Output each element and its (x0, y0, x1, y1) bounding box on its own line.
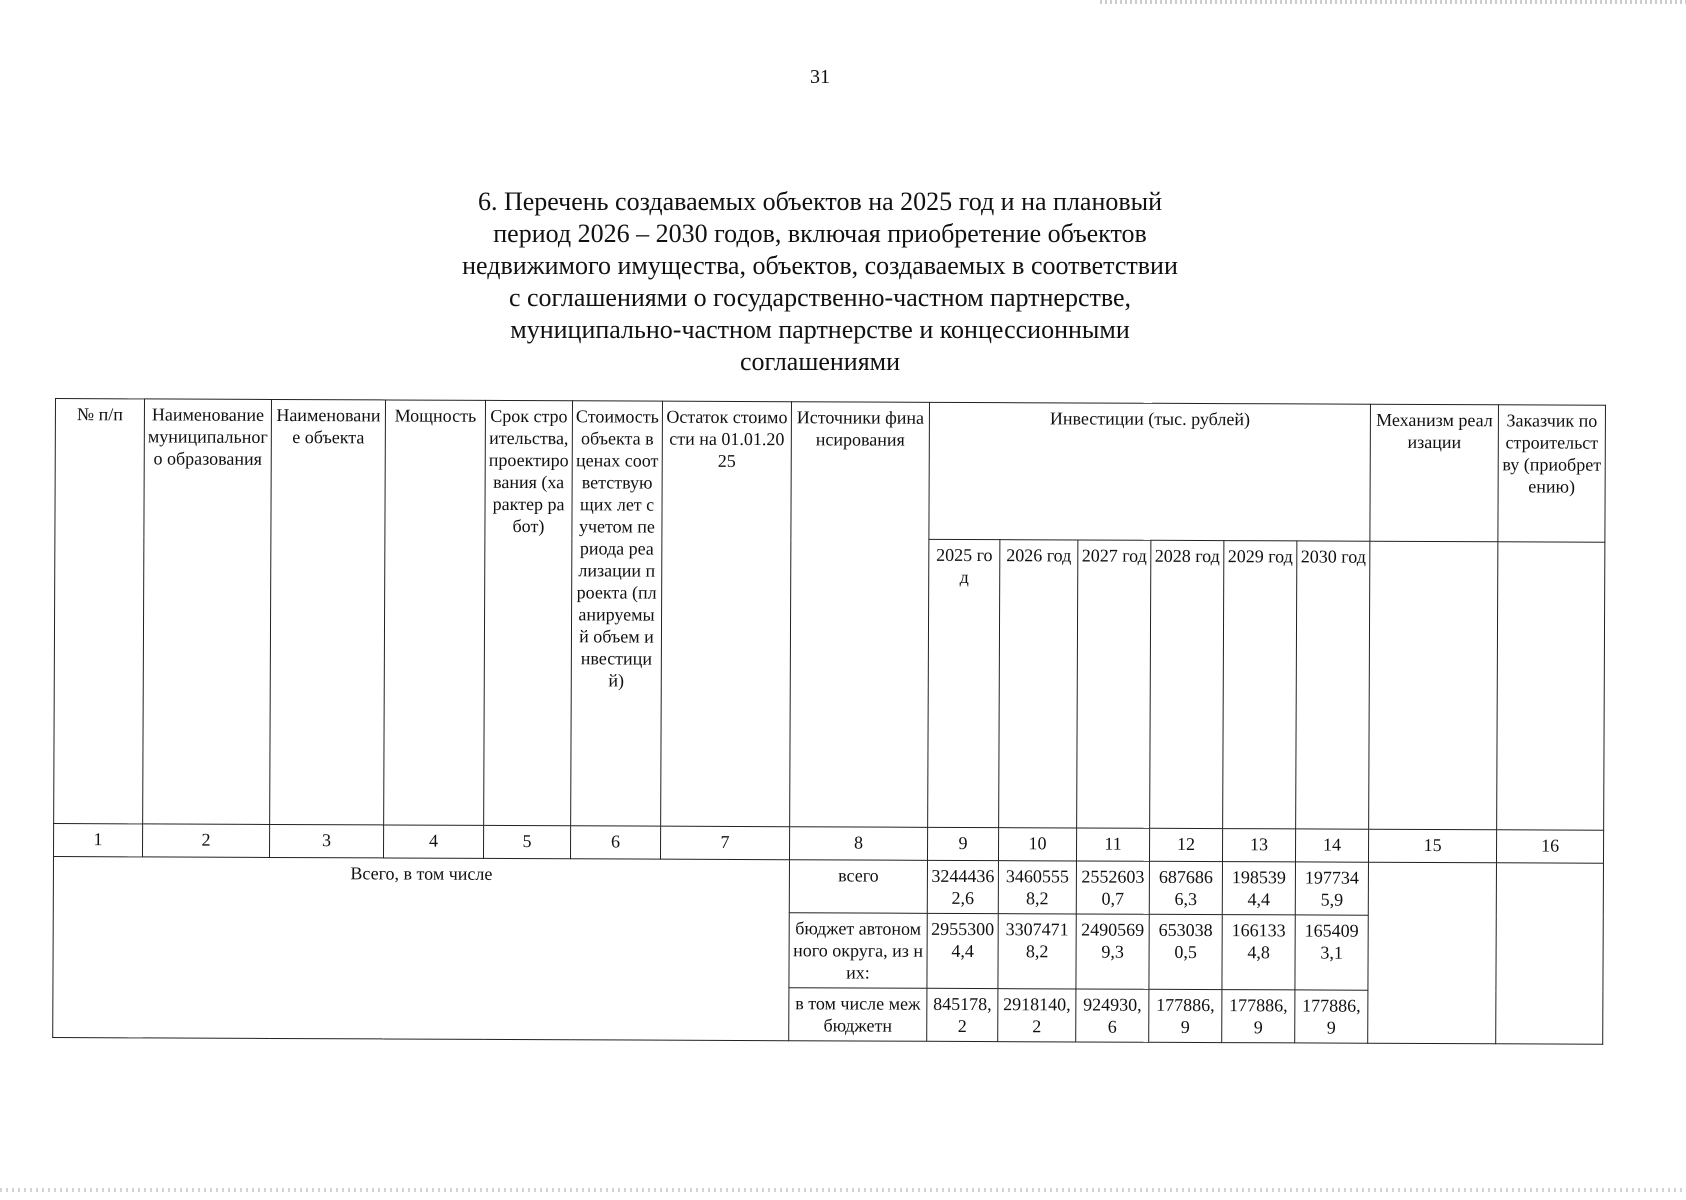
column-number: 5 (483, 825, 570, 858)
header-year-2028: 2028 год (1150, 540, 1224, 828)
page-number: 31 (810, 66, 830, 88)
header-year-2030: 2030 год (1296, 541, 1370, 829)
value-cell: 1977345,9 (1295, 862, 1368, 915)
header-year-2029: 2029 год (1223, 541, 1297, 829)
value-cell: 24905699,3 (1076, 914, 1149, 989)
objects-table (52, 398, 1606, 1045)
document-title: 6. Перечень создаваемых объектов на 2025 год и на плановый период 2026 – 2030 годов, включая приобретение объектов недвижимого имущества, объектов, создаваемых в соответствии с соглашениями о государственно-частном партнерстве, муниципально-частном партнерстве и концессионными соглашениями (462, 187, 1178, 376)
header-year-2026: 2026 год (999, 540, 1078, 828)
value-cell: 845178,2 (927, 988, 998, 1041)
mechanism-cell (1368, 862, 1497, 1044)
value-cell: 29553004,4 (927, 913, 998, 988)
header-construction-term: Срок строительства, проектирования (характер работ) (484, 400, 573, 825)
column-number: 16 (1497, 830, 1604, 863)
column-number: 13 (1222, 829, 1295, 862)
column-number: 4 (383, 825, 483, 858)
header-capacity: Мощность (384, 400, 486, 825)
value-cell: 6530380,5 (1149, 914, 1222, 989)
header-funding-sources: Источники финансирования (790, 402, 930, 828)
header-object-cost: Стоимость объекта в ценах соответствующих лет с учетом периода реализации проекта (планируемый объем инвестиций) (571, 401, 663, 826)
value-cell: 34605558,2 (998, 861, 1076, 914)
header-cost-remainder: Остаток стоимости на 01.01.2025 (661, 401, 792, 827)
column-number: 10 (998, 828, 1076, 861)
column-number: 12 (1149, 828, 1222, 861)
header-customer-sub (1497, 542, 1605, 830)
header-year-2025: 2025 год (928, 539, 1000, 827)
value-cell: 1654093,1 (1295, 915, 1368, 990)
value-cell: 6876866,3 (1149, 861, 1222, 914)
value-cell: 177886,9 (1295, 990, 1368, 1043)
table-row (53, 856, 1603, 916)
column-number: 11 (1076, 828, 1149, 861)
column-number: 1 (53, 823, 142, 856)
funding-source: всего (789, 860, 927, 914)
value-cell: 25526030,7 (1076, 861, 1149, 914)
column-number: 9 (927, 827, 998, 860)
column-number: 7 (660, 826, 789, 860)
header-customer: Заказчик по строительству (приобретению) (1498, 405, 1606, 542)
header-mechanism: Механизм реализации (1370, 404, 1499, 542)
header-investments: Инвестиции (тыс. рублей) (929, 402, 1371, 541)
value-cell: 33074718,2 (998, 914, 1076, 989)
column-number: 15 (1369, 829, 1497, 863)
value-cell: 2918140,2 (998, 989, 1076, 1042)
value-cell: 32444362,6 (927, 860, 998, 913)
header-year-2027: 2027 год (1077, 540, 1151, 828)
header-object-name: Наименование объекта (270, 399, 386, 824)
funding-source: в том числе межбюджетн (789, 988, 927, 1042)
funding-source: бюджет автономного округа, из них: (789, 913, 927, 989)
column-number: 3 (269, 824, 383, 857)
value-cell: 924930,6 (1076, 989, 1149, 1042)
value-cell: 1985394,4 (1222, 862, 1295, 915)
column-number: 14 (1295, 829, 1368, 862)
column-number: 6 (570, 826, 660, 859)
header-municipality: Наименование муниципального образования (143, 399, 272, 825)
value-cell: 1661334,8 (1222, 915, 1295, 990)
value-cell: 177886,9 (1149, 989, 1222, 1042)
scan-artifact-top (1100, 0, 1686, 4)
customer-cell (1496, 863, 1604, 1044)
scan-artifact-bottom (0, 1188, 1686, 1192)
header-row-1 (55, 399, 1606, 543)
column-number: 8 (789, 827, 927, 861)
header-mechanism-sub (1369, 541, 1498, 830)
value-cell: 177886,9 (1222, 990, 1295, 1043)
header-col-number: № п/п (54, 399, 145, 824)
column-number: 2 (142, 824, 269, 858)
total-label: Всего, в том числе (53, 856, 790, 1040)
